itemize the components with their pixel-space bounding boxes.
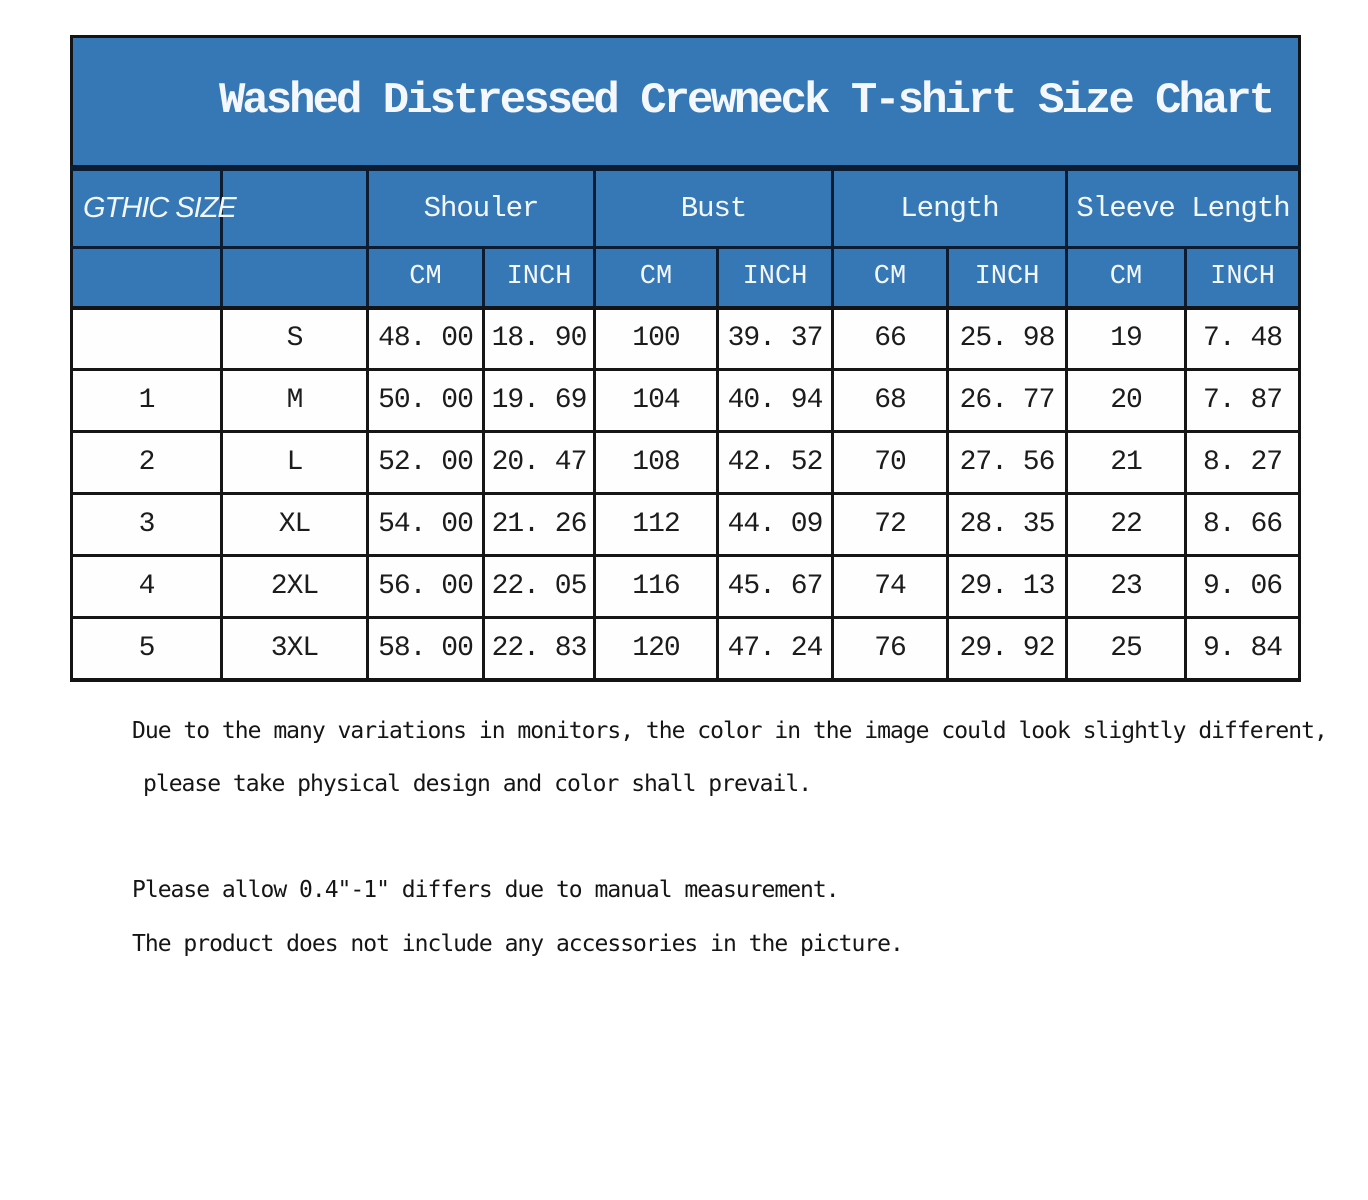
measurement-cell: 23	[1067, 556, 1186, 618]
measurement-cell: 21	[1067, 432, 1186, 494]
size-label-cell: 2XL	[222, 556, 368, 618]
measurement-cell: 26. 77	[948, 370, 1067, 432]
table-row	[72, 432, 1300, 494]
notes-section	[0, 718, 1368, 957]
measurement-cell: 120	[595, 618, 718, 680]
row-number-cell	[72, 308, 222, 370]
unit-header: CM	[368, 248, 484, 308]
group-header-bust: Bust	[595, 168, 833, 248]
blank-header-cell	[222, 168, 368, 248]
table-row	[72, 370, 1300, 432]
unit-header: INCH	[1186, 248, 1300, 308]
note-accessories-disclaimer: The product does not include any accessories in the picture.	[132, 930, 903, 957]
row-number-cell: 3	[72, 494, 222, 556]
measurement-cell: 76	[833, 618, 948, 680]
measurement-cell: 70	[833, 432, 948, 494]
unit-header: CM	[1067, 248, 1186, 308]
row-number-cell: 1	[72, 370, 222, 432]
measurement-cell: 22. 05	[484, 556, 595, 618]
measurement-cell: 39. 37	[718, 308, 833, 370]
measurement-cell: 68	[833, 370, 948, 432]
measurement-cell: 22	[1067, 494, 1186, 556]
row-number-cell: 4	[72, 556, 222, 618]
measurement-cell: 21. 26	[484, 494, 595, 556]
size-label-cell: XL	[222, 494, 368, 556]
unit-header: INCH	[948, 248, 1067, 308]
table-row	[72, 494, 1300, 556]
note-measurement-tolerance: Please allow 0.4"-1" differs due to manual measurement.	[132, 876, 839, 903]
note-monitor-disclaimer-line1: Due to the many variations in monitors, the color in the image could look slightly different,	[132, 717, 1327, 744]
unit-header: INCH	[718, 248, 833, 308]
measurement-cell: 48. 00	[368, 308, 484, 370]
measurement-cell: 74	[833, 556, 948, 618]
measurement-cell: 19. 69	[484, 370, 595, 432]
measurement-cell: 108	[595, 432, 718, 494]
table-row	[72, 618, 1300, 680]
measurement-cell: 54. 00	[368, 494, 484, 556]
measurement-cell: 8. 27	[1186, 432, 1300, 494]
size-label-cell: M	[222, 370, 368, 432]
measurement-cell: 7. 87	[1186, 370, 1300, 432]
measurement-cell: 8. 66	[1186, 494, 1300, 556]
group-header-length: Length	[833, 168, 1067, 248]
measurement-cell: 7. 48	[1186, 308, 1300, 370]
measurement-cell: 28. 35	[948, 494, 1067, 556]
measurement-cell: 25	[1067, 618, 1186, 680]
measurement-cell: 19	[1067, 308, 1186, 370]
unit-header: INCH	[484, 248, 595, 308]
measurement-cell: 66	[833, 308, 948, 370]
blank-header-cell	[72, 248, 222, 308]
size-chart-table	[70, 35, 1301, 682]
table-row	[72, 556, 1300, 618]
group-header-sleeve-length: Sleeve Length	[1067, 168, 1300, 248]
group-header-shoulder: Shouler	[368, 168, 595, 248]
measurement-cell: 18. 90	[484, 308, 595, 370]
row-number-cell: 5	[72, 618, 222, 680]
size-label-cell: L	[222, 432, 368, 494]
measurement-cell: 25. 98	[948, 308, 1067, 370]
measurement-cell: 9. 84	[1186, 618, 1300, 680]
size-table-body	[72, 308, 1300, 680]
note-monitor-disclaimer-line2: please take physical design and color shall prevail.	[143, 770, 812, 797]
measurement-cell: 40. 94	[718, 370, 833, 432]
measurement-cell: 50. 00	[368, 370, 484, 432]
measurement-cell: 27. 56	[948, 432, 1067, 494]
measurement-cell: 104	[595, 370, 718, 432]
measurement-cell: 44. 09	[718, 494, 833, 556]
unit-header: CM	[833, 248, 948, 308]
measurement-cell: 116	[595, 556, 718, 618]
measurement-cell: 20. 47	[484, 432, 595, 494]
unit-header-row	[72, 248, 1300, 308]
measurement-cell: 52. 00	[368, 432, 484, 494]
measurement-cell: 72	[833, 494, 948, 556]
group-header-row	[72, 168, 1300, 248]
table-row	[72, 308, 1300, 370]
size-label-cell: S	[222, 308, 368, 370]
measurement-cell: 112	[595, 494, 718, 556]
measurement-cell: 56. 00	[368, 556, 484, 618]
measurement-cell: 47. 24	[718, 618, 833, 680]
row-number-cell: 2	[72, 432, 222, 494]
measurement-cell: 58. 00	[368, 618, 484, 680]
measurement-cell: 42. 52	[718, 432, 833, 494]
unit-header: CM	[595, 248, 718, 308]
measurement-cell: 22. 83	[484, 618, 595, 680]
chart-title: Washed Distressed Crewneck T-shirt Size Chart	[72, 37, 1300, 168]
measurement-cell: 9. 06	[1186, 556, 1300, 618]
measurement-cell: 29. 13	[948, 556, 1067, 618]
measurement-cell: 45. 67	[718, 556, 833, 618]
brand-label: GTHIC SIZE	[72, 168, 222, 248]
size-label-cell: 3XL	[222, 618, 368, 680]
measurement-cell: 100	[595, 308, 718, 370]
blank-header-cell	[222, 248, 368, 308]
measurement-cell: 29. 92	[948, 618, 1067, 680]
measurement-cell: 20	[1067, 370, 1186, 432]
title-row	[72, 37, 1300, 168]
